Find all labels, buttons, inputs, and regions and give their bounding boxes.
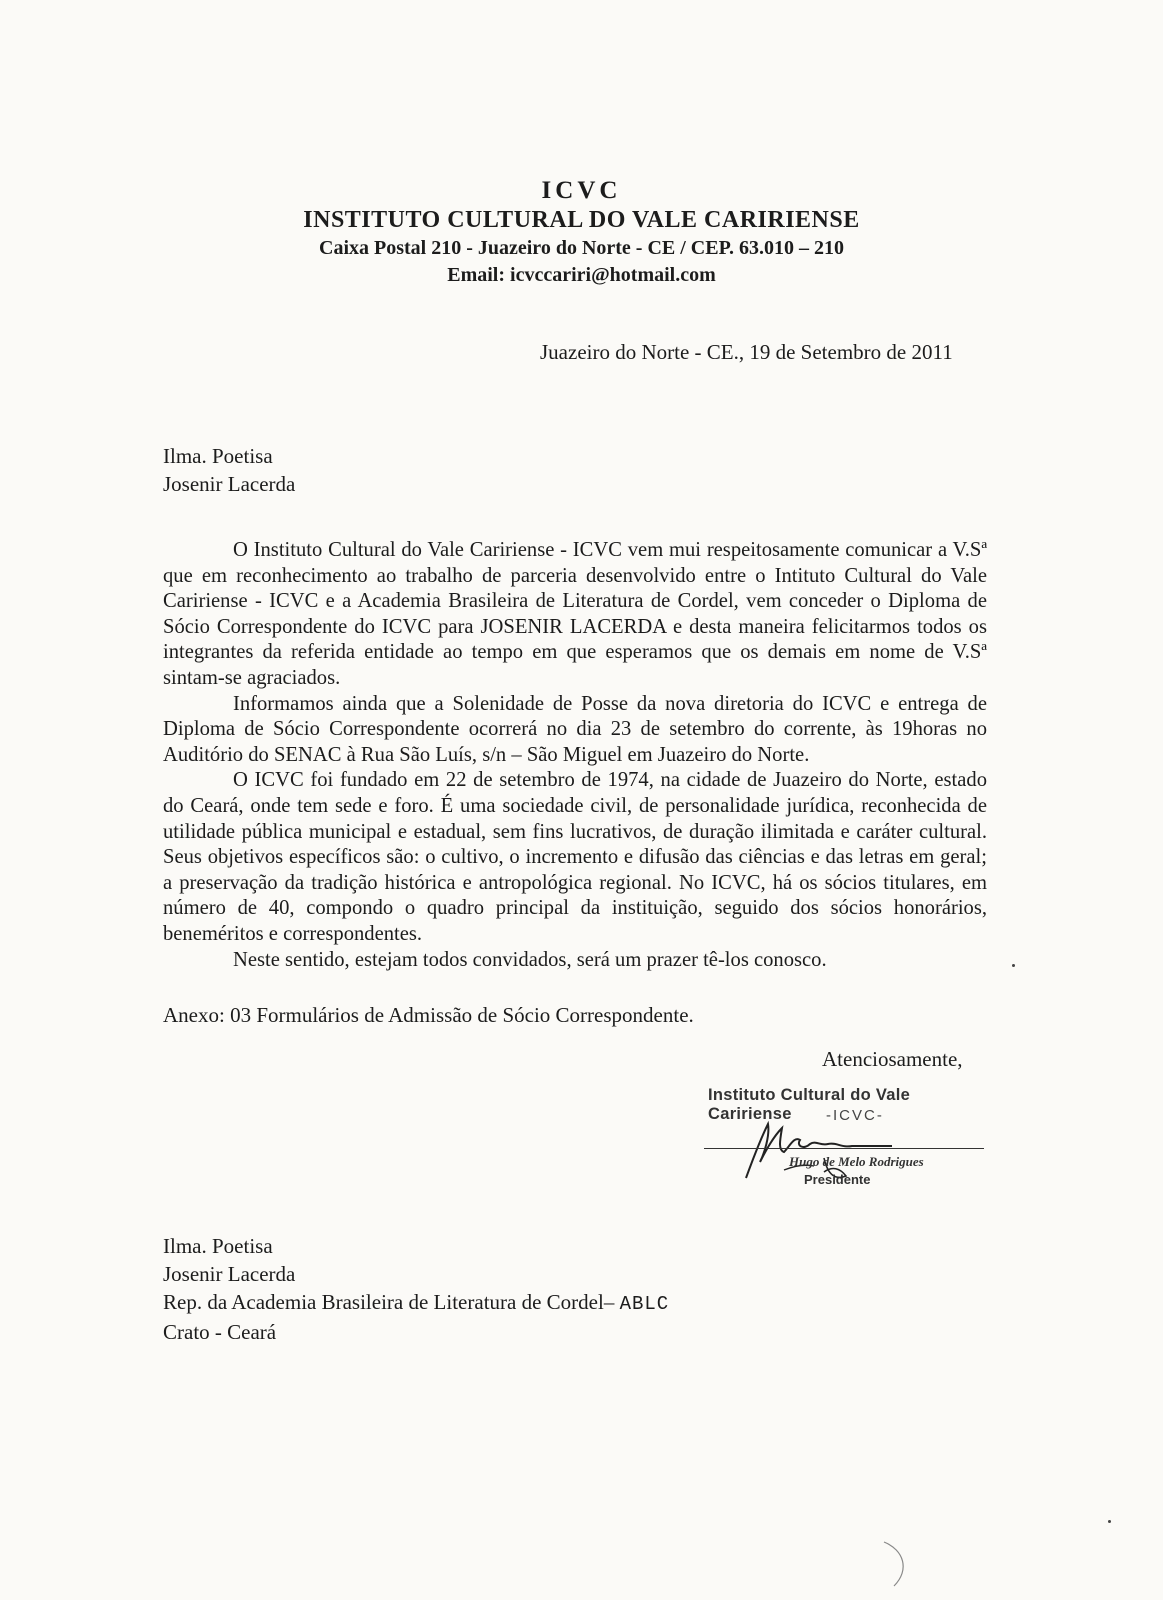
addressee-bottom-name: Josenir Lacerda bbox=[163, 1262, 296, 1286]
addressee-bottom-role bbox=[163, 1288, 669, 1318]
stamp-acronym: -ICVC- bbox=[826, 1107, 884, 1124]
addressee-bottom-role-text: Rep. da Academia Brasileira de Literatura de Cordel– bbox=[163, 1290, 615, 1314]
annex-note: Anexo: 03 Formulários de Admissão de Sócio Correspondente. bbox=[163, 1003, 694, 1027]
signature-line bbox=[704, 1148, 984, 1149]
institute-name: INSTITUTO CULTURAL DO VALE CARIRIENSE bbox=[303, 207, 860, 233]
stamp-institute-name: Instituto Cultural do Vale Caririense bbox=[708, 1086, 911, 1123]
addressee-name: Josenir Lacerda bbox=[163, 472, 296, 496]
page-corner-mark bbox=[880, 1540, 920, 1590]
addressee-bottom bbox=[163, 1232, 669, 1346]
ablc-handwritten: ABLC bbox=[619, 1293, 670, 1315]
body-paragraph-2: Informamos ainda que a Solenidade de Posse da nova diretoria do ICVC e entrega de Diploma de Sócio Correspondente ocorrerá no dia 23 de setembro do corrente, às 19horas no Auditório do SENAC à Rua São Luís, s/n – São Miguel em Juazeiro do Norte. bbox=[163, 692, 987, 766]
signer-name: Hugo de Melo Rodrigues bbox=[789, 1154, 924, 1169]
body-paragraph-3: O ICVC foi fundado em 22 de setembro de 1974, na cidade de Juazeiro do Norte, estado do Ceará, onde tem sede e foro. É uma sociedade civil, de personalidade jurídica, reconhecida de utilidade pública municipal e estadual, sem fins lucrativos, de duração ilimitada e caráter cultural. Seus objetivos específicos são: o cultivo, o incremento e difusão das ciências e das letras em geral; a preservação da tradição histórica e antropológica regional. No ICVC, há os sócios titulares, em número de 40, compondo o quadro principal da instituição, seguido dos sócios honorários, beneméritos e correspondentes. bbox=[163, 769, 987, 945]
signature-block bbox=[694, 1086, 994, 1196]
addressee-bottom-title: Ilma. Poetisa bbox=[163, 1234, 273, 1258]
closing: Atenciosamente, bbox=[822, 1047, 963, 1071]
institute-address: Caixa Postal 210 - Juazeiro do Norte - CE / CEP. 63.010 – 210 bbox=[319, 237, 844, 259]
body-paragraph-4: Neste sentido, estejam todos convidados, será um prazer tê-los conosco. bbox=[233, 948, 827, 971]
letter-body bbox=[163, 538, 987, 973]
scan-speck bbox=[1012, 964, 1015, 967]
letterhead bbox=[0, 176, 1163, 289]
addressee-top bbox=[163, 442, 295, 498]
addressee-bottom-city: Crato - Ceará bbox=[163, 1320, 277, 1344]
letter-date: Juazeiro do Norte - CE., 19 de Setembro de 2011 bbox=[540, 340, 953, 364]
institute-acronym: ICVC bbox=[541, 177, 622, 204]
addressee-title: Ilma. Poetisa bbox=[163, 444, 273, 468]
signer-title: Presidente bbox=[804, 1172, 871, 1187]
body-paragraph-1: O Instituto Cultural do Vale Caririense - ICVC vem mui respeitosamente comunicar a V.Sª que em reconhecimento ao trabalho de parceria desenvolvido entre o Intituto Cultural do Vale Caririense - ICVC e a Academia Brasileira de Literatura de Cordel, vem conceder o Diploma de Sócio Correspondente do ICVC para JOSENIR LACERDA e desta maneira felicitarmos todos os integrantes da referida entidade ao tempo em que esperamos que os demais em nome de V.Sª sintam-se agraciados. bbox=[163, 539, 987, 689]
institute-email: Email: icvccariri@hotmail.com bbox=[447, 264, 716, 286]
scan-speck bbox=[1108, 1520, 1111, 1523]
